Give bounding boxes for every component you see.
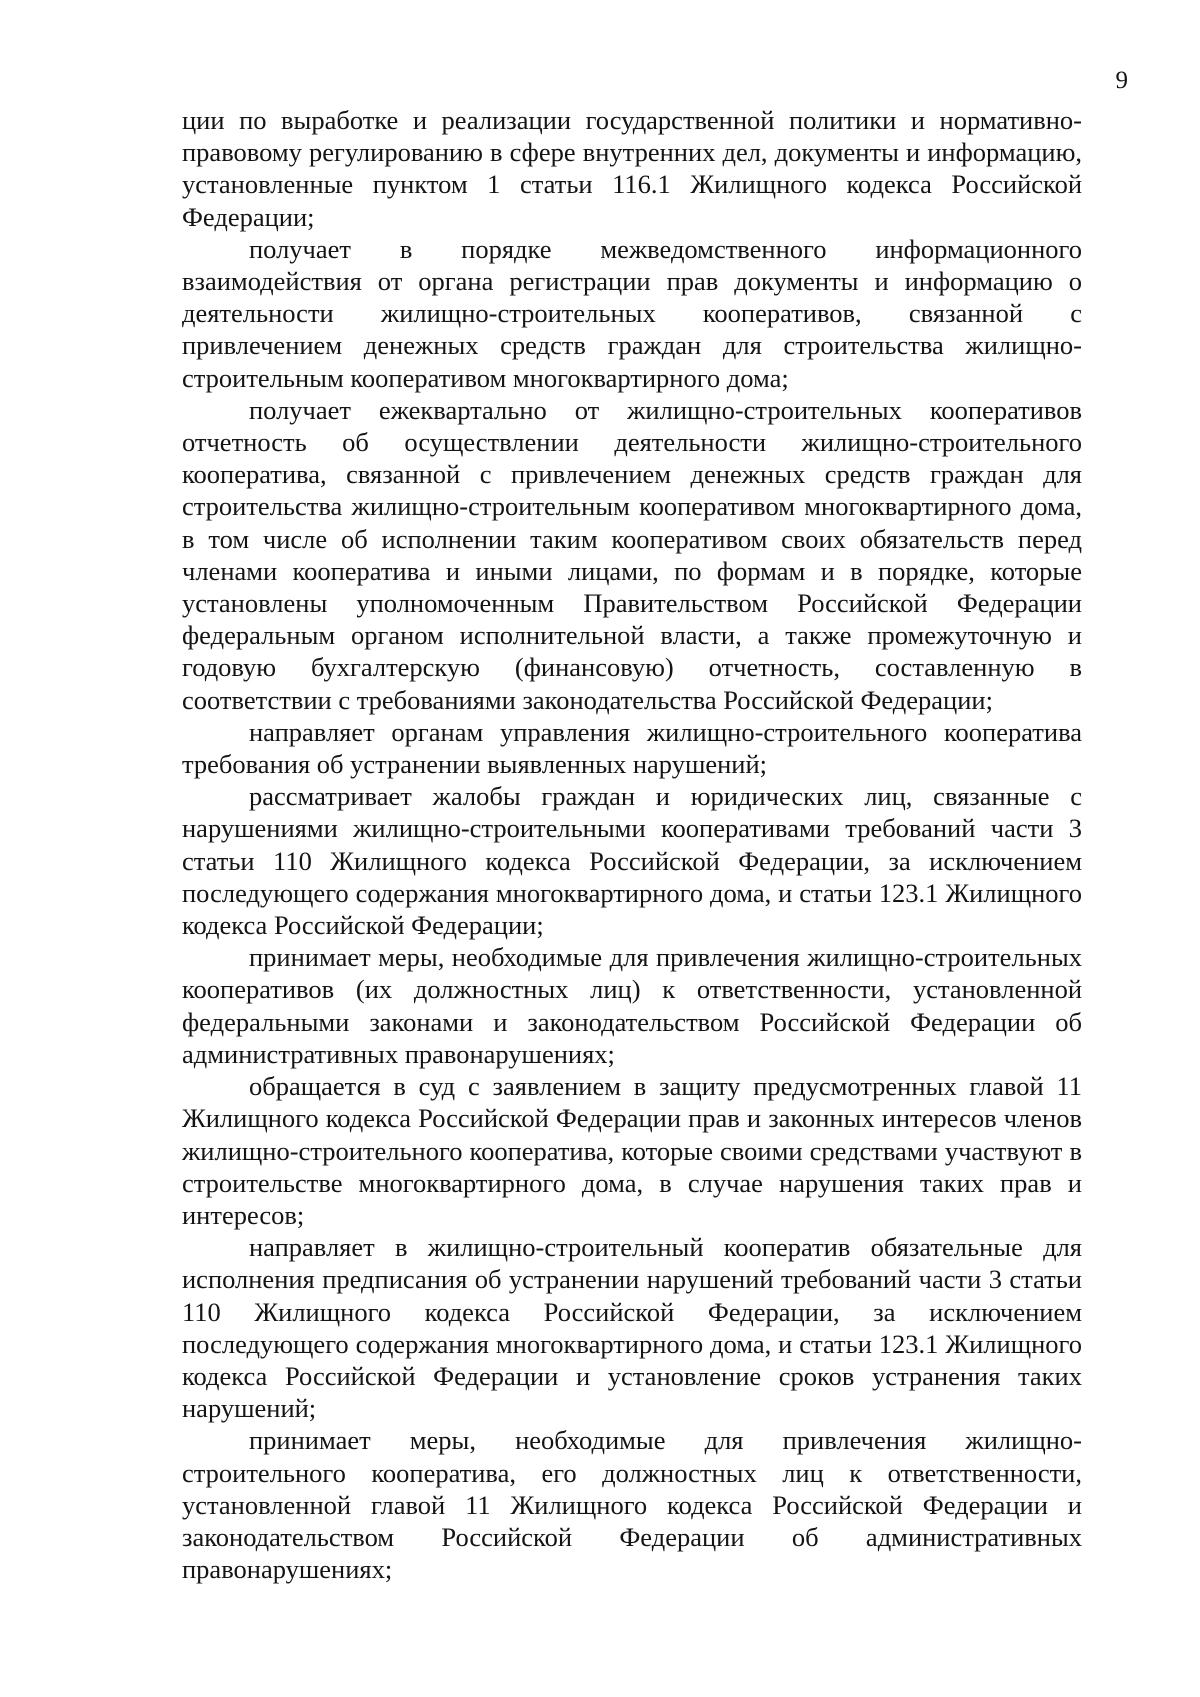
- page-number: 9: [1115, 67, 1128, 94]
- paragraph-liability-measures: принимает меры, необходимые для привлечения жилищно-строительных кооперативов (их должностных лиц) к ответственности, установленной федеральными законами и законодательством Российской Федерации об административных правонарушениях;: [182, 942, 1082, 1069]
- paragraph-violation-requirements: направляет органам управления жилищно-строительного кооператива требования об устранении выявленных нарушений;: [182, 716, 1082, 780]
- document-body: [182, 104, 1082, 1585]
- paragraph-court-appeal: обращается в суд с заявлением в защиту предусмотренных главой 11 Жилищного кодекса Российской Федерации прав и законных интересов членов жилищно-строительного кооператива, которые своими средствами участвуют в строительстве многоквартирного дома, в случае нарушения таких прав и интересов;: [182, 1071, 1082, 1230]
- paragraph-officials-liability: принимает меры, необходимые для привлечения жилищно-строительного кооператива, его должностных лиц к ответственности, установленной главой 11 Жилищного кодекса Российской Федерации и законодательством Российской Федерации об административных правонарушениях;: [182, 1425, 1082, 1585]
- paragraph-interagency-info: получает в порядке межведомственного информационного взаимодействия от органа регистрации прав документы и информацию о деятельности жилищно-строительных кооперативов, связанной с привлечением денежных средств граждан для строительства жилищно-строительным кооперативом многоквартирного дома;: [182, 233, 1082, 393]
- paragraph-continuation: ции по выработке и реализации государственной политики и нормативно-правовому регулированию в сфере внутренних дел, документы и информацию, установленные пунктом 1 статьи 116.1 Жилищного кодекса Российской Федерации;: [182, 105, 1082, 232]
- paragraph-binding-orders: направляет в жилищно-строительный кооператив обязательные для исполнения предписания об устранении нарушений требований части 3 статьи 110 Жилищного кодекса Российской Федерации, за исключением последующего содержания многоквартирного дома, и статьи 123.1 Жилищного кодекса Российской Федерации и установление сроков устранения таких нарушений;: [182, 1232, 1082, 1424]
- paragraph-quarterly-reporting: получает ежеквартально от жилищно-строительных кооперативов отчетность об осуществлении деятельности жилищно-строительного кооператива, связанной с привлечением денежных средств граждан для строительства жилищно-строительным кооперативом многоквартирного дома, в том числе об исполнении таким кооперативом своих обязательств перед членами кооператива и иными лицами, по формам и в порядке, которые установлены уполномоченным Правительством Российской Федерации федеральным органом исполнительной власти, а также промежуточную и годовую бухгалтерскую (финансовую) отчетность, составленную в соответствии с требованиями законодательства Российской Федерации;: [182, 394, 1082, 715]
- paragraph-complaints: рассматривает жалобы граждан и юридических лиц, связанные с нарушениями жилищно-строительными кооперативами требований части 3 статьи 110 Жилищного кодекса Российской Федерации, за исключением последующего содержания многоквартирного дома, и статьи 123.1 Жилищного кодекса Российской Федерации;: [182, 781, 1082, 941]
